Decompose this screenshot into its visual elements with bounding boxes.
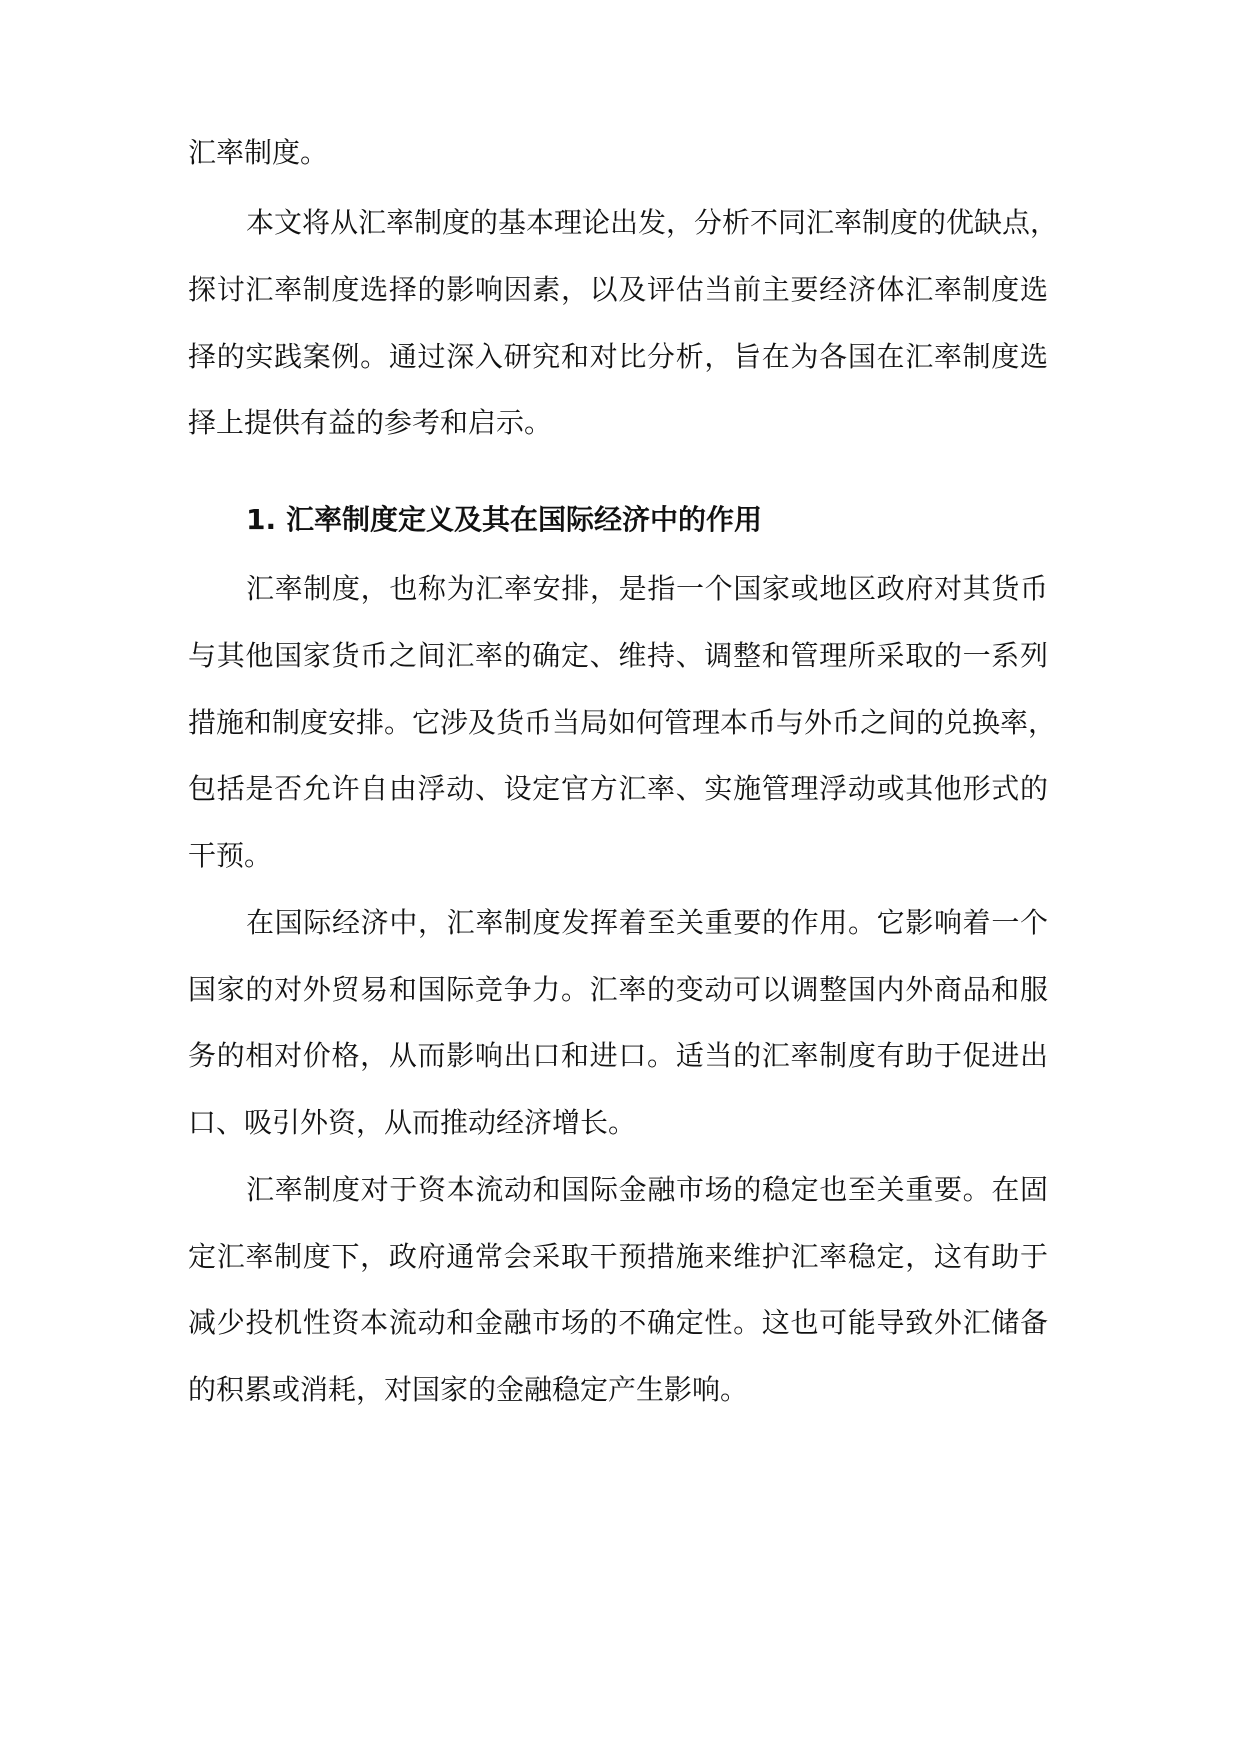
paragraph-line: 口、吸引外资，从而推动经济增长。 — [188, 1106, 637, 1139]
paragraph-line: 与其他国家货币之间汇率的确定、维持、调整和管理所采取的一系列 — [188, 639, 1048, 672]
paragraph-line: 择上提供有益的参考和启示。 — [188, 406, 553, 439]
paragraph-line: 在国际经济中，汇率制度发挥着至关重要的作用。它影响着一个 — [246, 906, 1048, 939]
paragraph-line: 措施和制度安排。它涉及货币当局如何管理本币与外币之间的兑换率， — [188, 706, 1057, 739]
section-title: 汇率制度定义及其在国际经济中的作用 — [286, 503, 763, 536]
paragraph-line: 本文将从汇率制度的基本理论出发，分析不同汇率制度的优缺点， — [246, 206, 1059, 239]
paragraph-line: 务的相对价格，从而影响出口和进口。适当的汇率制度有助于促进出 — [188, 1039, 1048, 1072]
section-heading — [246, 503, 762, 537]
section-number: 1. — [246, 503, 277, 536]
paragraph-line: 减少投机性资本流动和金融市场的不确定性。这也可能导致外汇储备 — [188, 1306, 1048, 1339]
paragraph-line: 包括是否允许自由浮动、设定官方汇率、实施管理浮动或其他形式的 — [188, 772, 1048, 805]
paragraph-line: 探讨汇率制度选择的影响因素，以及评估当前主要经济体汇率制度选 — [188, 273, 1048, 306]
paragraph-line: 汇率制度，也称为汇率安排，是指一个国家或地区政府对其货币 — [246, 572, 1048, 605]
paragraph-line: 定汇率制度下，政府通常会采取干预措施来维护汇率稳定，这有助于 — [188, 1240, 1048, 1273]
paragraph-line: 干预。 — [188, 839, 273, 872]
paragraph-line: 国家的对外贸易和国际竞争力。汇率的变动可以调整国内外商品和服 — [188, 973, 1048, 1006]
paragraph-line: 的积累或消耗，对国家的金融稳定产生影响。 — [188, 1373, 749, 1406]
paragraph-line: 汇率制度对于资本流动和国际金融市场的稳定也至关重要。在固 — [246, 1173, 1048, 1206]
paragraph-line: 择的实践案例。通过深入研究和对比分析，旨在为各国在汇率制度选 — [188, 340, 1048, 373]
paragraph-line: 汇率制度。 — [188, 136, 329, 169]
